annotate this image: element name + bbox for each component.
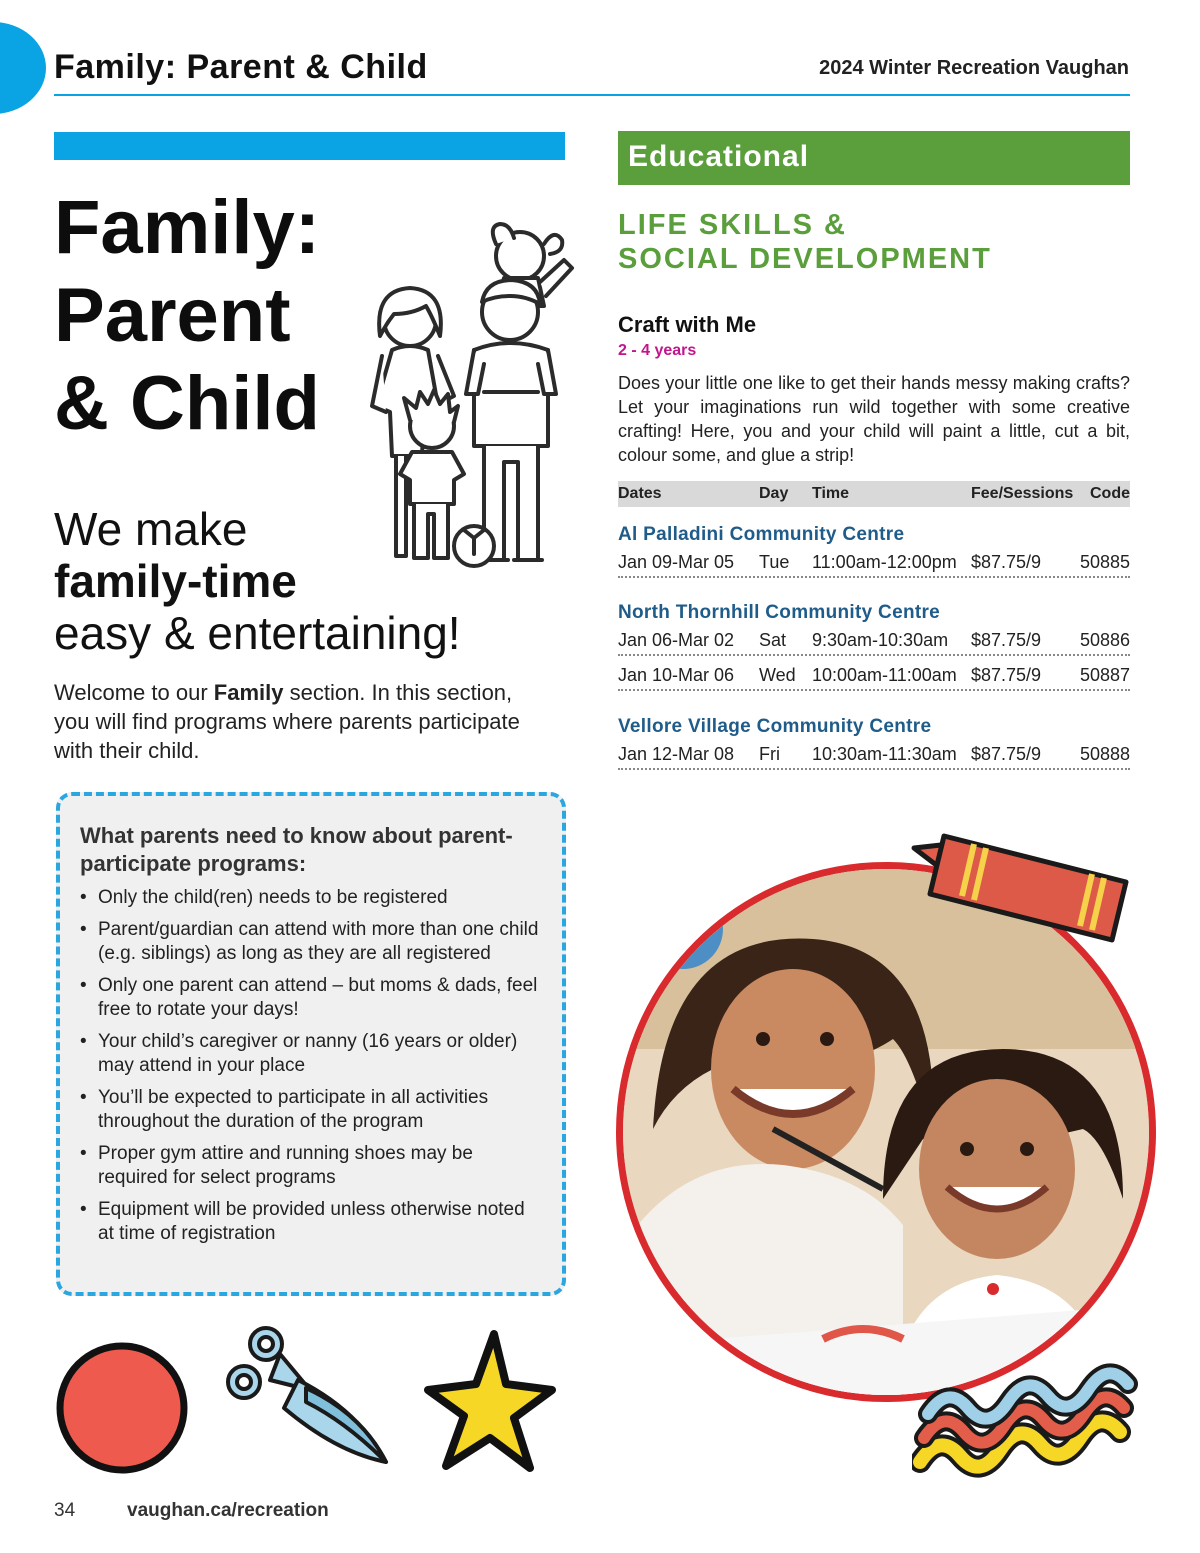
footer-url-link[interactable]: vaughan.ca/recreation: [127, 1500, 329, 1521]
photo-illustration-icon: [623, 869, 1149, 1395]
cell-time: 9:30am-10:30am: [812, 630, 949, 650]
info-list-item: • You’ll be expected to participate in all activities throughout the duration of the program: [80, 1086, 540, 1134]
info-list-item: • Only one parent can attend – but moms & dads, feel free to rotate your days!: [80, 974, 540, 1022]
welcome-paragraph: [54, 678, 524, 765]
program-description: Does your little one like to get their hands messy making crafts? Let your imaginations run wild together with some creative crafting! Here, you and your child will paint a little, cut a bit, colour some, and glue a strip!: [618, 373, 1130, 465]
cell-code: 50885: [1079, 552, 1130, 572]
header-dates: Dates: [618, 485, 662, 502]
header-time: Time: [812, 485, 850, 502]
welcome-text: section. In this section, you will find programs where parents participate with their child.: [54, 680, 520, 763]
subsection-heading-line: LIFE SKILLS &: [618, 209, 847, 241]
table-row: [618, 552, 1130, 578]
cell-day: Tue: [759, 552, 790, 572]
tagline-line: We make: [54, 503, 248, 555]
accent-bar: [54, 132, 565, 160]
parent-info-box: [56, 792, 566, 1296]
cell-dates: Jan 06-Mar 02: [618, 630, 735, 650]
header-day: Day: [759, 485, 789, 502]
subsection-heading-line: SOCIAL DEVELOPMENT: [618, 243, 992, 275]
location-name: Al Palladini Community Centre: [618, 524, 905, 545]
cell-dates: Jan 12-Mar 08: [618, 744, 735, 764]
program-age-range: 2 - 4 years: [618, 342, 697, 359]
tagline-line: easy & entertaining!: [54, 607, 461, 659]
hero-title-line: Family:: [54, 185, 321, 270]
page-tab-marker: [0, 22, 46, 114]
category-bar-educational: Educational: [618, 131, 1130, 185]
cell-time: 11:00am-12:00pm: [812, 552, 957, 572]
cell-fee: $87.75/9: [971, 665, 1042, 685]
schedule-table-header: [618, 481, 1130, 507]
cell-time: 10:00am-11:00am: [812, 665, 957, 685]
tagline-bold-line: family-time: [54, 555, 297, 607]
table-row: [618, 744, 1130, 770]
crayon-doodle-icon: [906, 826, 1132, 944]
red-circle-doodle-icon: [54, 1340, 190, 1476]
welcome-text: Welcome to our: [54, 680, 214, 705]
table-row: [618, 665, 1130, 691]
cell-dates: Jan 10-Mar 06: [618, 665, 735, 685]
cell-code: 50886: [1079, 630, 1130, 650]
yellow-star-doodle-icon: [424, 1328, 556, 1474]
header-code: Code: [1090, 485, 1130, 502]
cell-code: 50887: [1079, 665, 1130, 685]
header-fee: Fee/Sessions: [971, 485, 1074, 502]
cell-fee: $87.75/9: [971, 552, 1042, 572]
info-list-item: • Only the child(ren) needs to be registered: [80, 886, 540, 910]
program-title: Craft with Me: [618, 312, 757, 337]
hero-title-line: Parent: [54, 273, 291, 358]
location-name: North Thornhill Community Centre: [618, 602, 941, 623]
cell-fee: $87.75/9: [971, 744, 1042, 764]
info-list-item: • Parent/guardian can attend with more than one child (e.g. siblings) as long as they are all registered: [80, 918, 540, 966]
info-box-heading: What parents need to know about parent-participate programs:: [80, 823, 513, 876]
header-divider: [54, 94, 1130, 96]
publication-title: 2024 Winter Recreation Vaughan: [819, 57, 1129, 79]
info-list-item: • Your child’s caregiver or nanny (16 years or older) may attend in your place: [80, 1030, 540, 1078]
info-list: [80, 886, 540, 1246]
hero-tagline: [54, 503, 461, 659]
cell-day: Fri: [759, 744, 780, 764]
cell-day: Sat: [759, 630, 787, 650]
info-list-item: • Proper gym attire and running shoes may be required for select programs: [80, 1142, 540, 1190]
hero-title-line: & Child: [54, 361, 320, 446]
cell-time: 10:30am-11:30am: [812, 744, 957, 764]
table-row: [618, 630, 1130, 656]
cell-code: 50888: [1079, 744, 1130, 764]
subsection-heading: [618, 208, 992, 276]
section-header-title: Family: Parent & Child: [54, 48, 428, 86]
page-number: 34: [54, 1500, 76, 1521]
hero-title: [54, 184, 320, 448]
welcome-bold-text: Family: [213, 680, 284, 705]
cell-day: Wed: [759, 665, 796, 685]
info-list-item: • Equipment will be provided unless otherwise noted at time of registration: [80, 1198, 540, 1246]
rainbow-squiggle-doodle-icon: [912, 1342, 1144, 1486]
cell-fee: $87.75/9: [971, 630, 1042, 650]
scissors-doodle-icon: [222, 1322, 398, 1470]
cell-dates: Jan 09-Mar 05: [618, 552, 735, 572]
location-name: Vellore Village Community Centre: [618, 716, 932, 737]
